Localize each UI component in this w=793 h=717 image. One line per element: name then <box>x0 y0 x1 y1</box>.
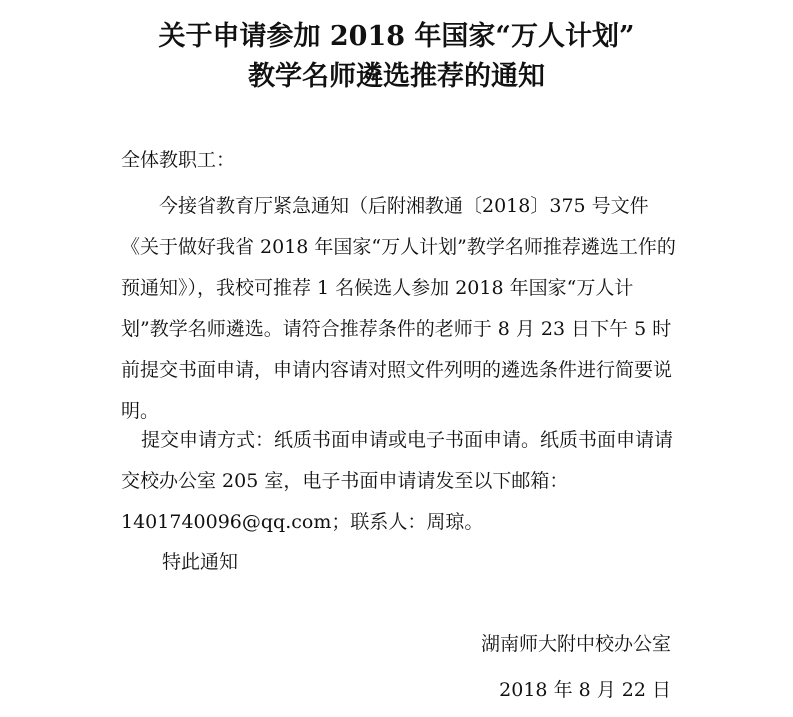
notice-title-line-2: 教学名师遴选推荐的通知 <box>248 61 545 92</box>
body-paragraph-2: 提交申请方式：纸质书面申请或电子书面申请。纸质书面申请请交校办公室 205 室，电子书面申请请发至以下邮箱：1401740096@qq.com；联系人：周琼。 <box>121 429 674 533</box>
issue-date: 2018 年 8 月 22 日 <box>499 679 671 701</box>
notice-title-line-1: 关于申请参加 2018 年国家“万人计划” <box>158 21 635 52</box>
closing-remark: 特此通知 <box>162 551 239 573</box>
body-paragraph-1: 今接省教育厅紧急通知（后附湘教通〔2018〕375 号文件《关于做好我省 2018 年国家“万人计划”教学名师推荐遴选工作的预通知》），我校可推荐 1 名候选人参加 2018 年国家“万人计划”教学名师遴选。请符合推荐条件的老师于 8 月 23 日下午 5 时前提交书面申请，申请内容请对照文件列明的遴选条件进行简要说明。 <box>121 195 676 422</box>
salutation: 全体教职工： <box>121 149 236 171</box>
issuer-signature: 湖南师大附中校办公室 <box>480 633 671 655</box>
